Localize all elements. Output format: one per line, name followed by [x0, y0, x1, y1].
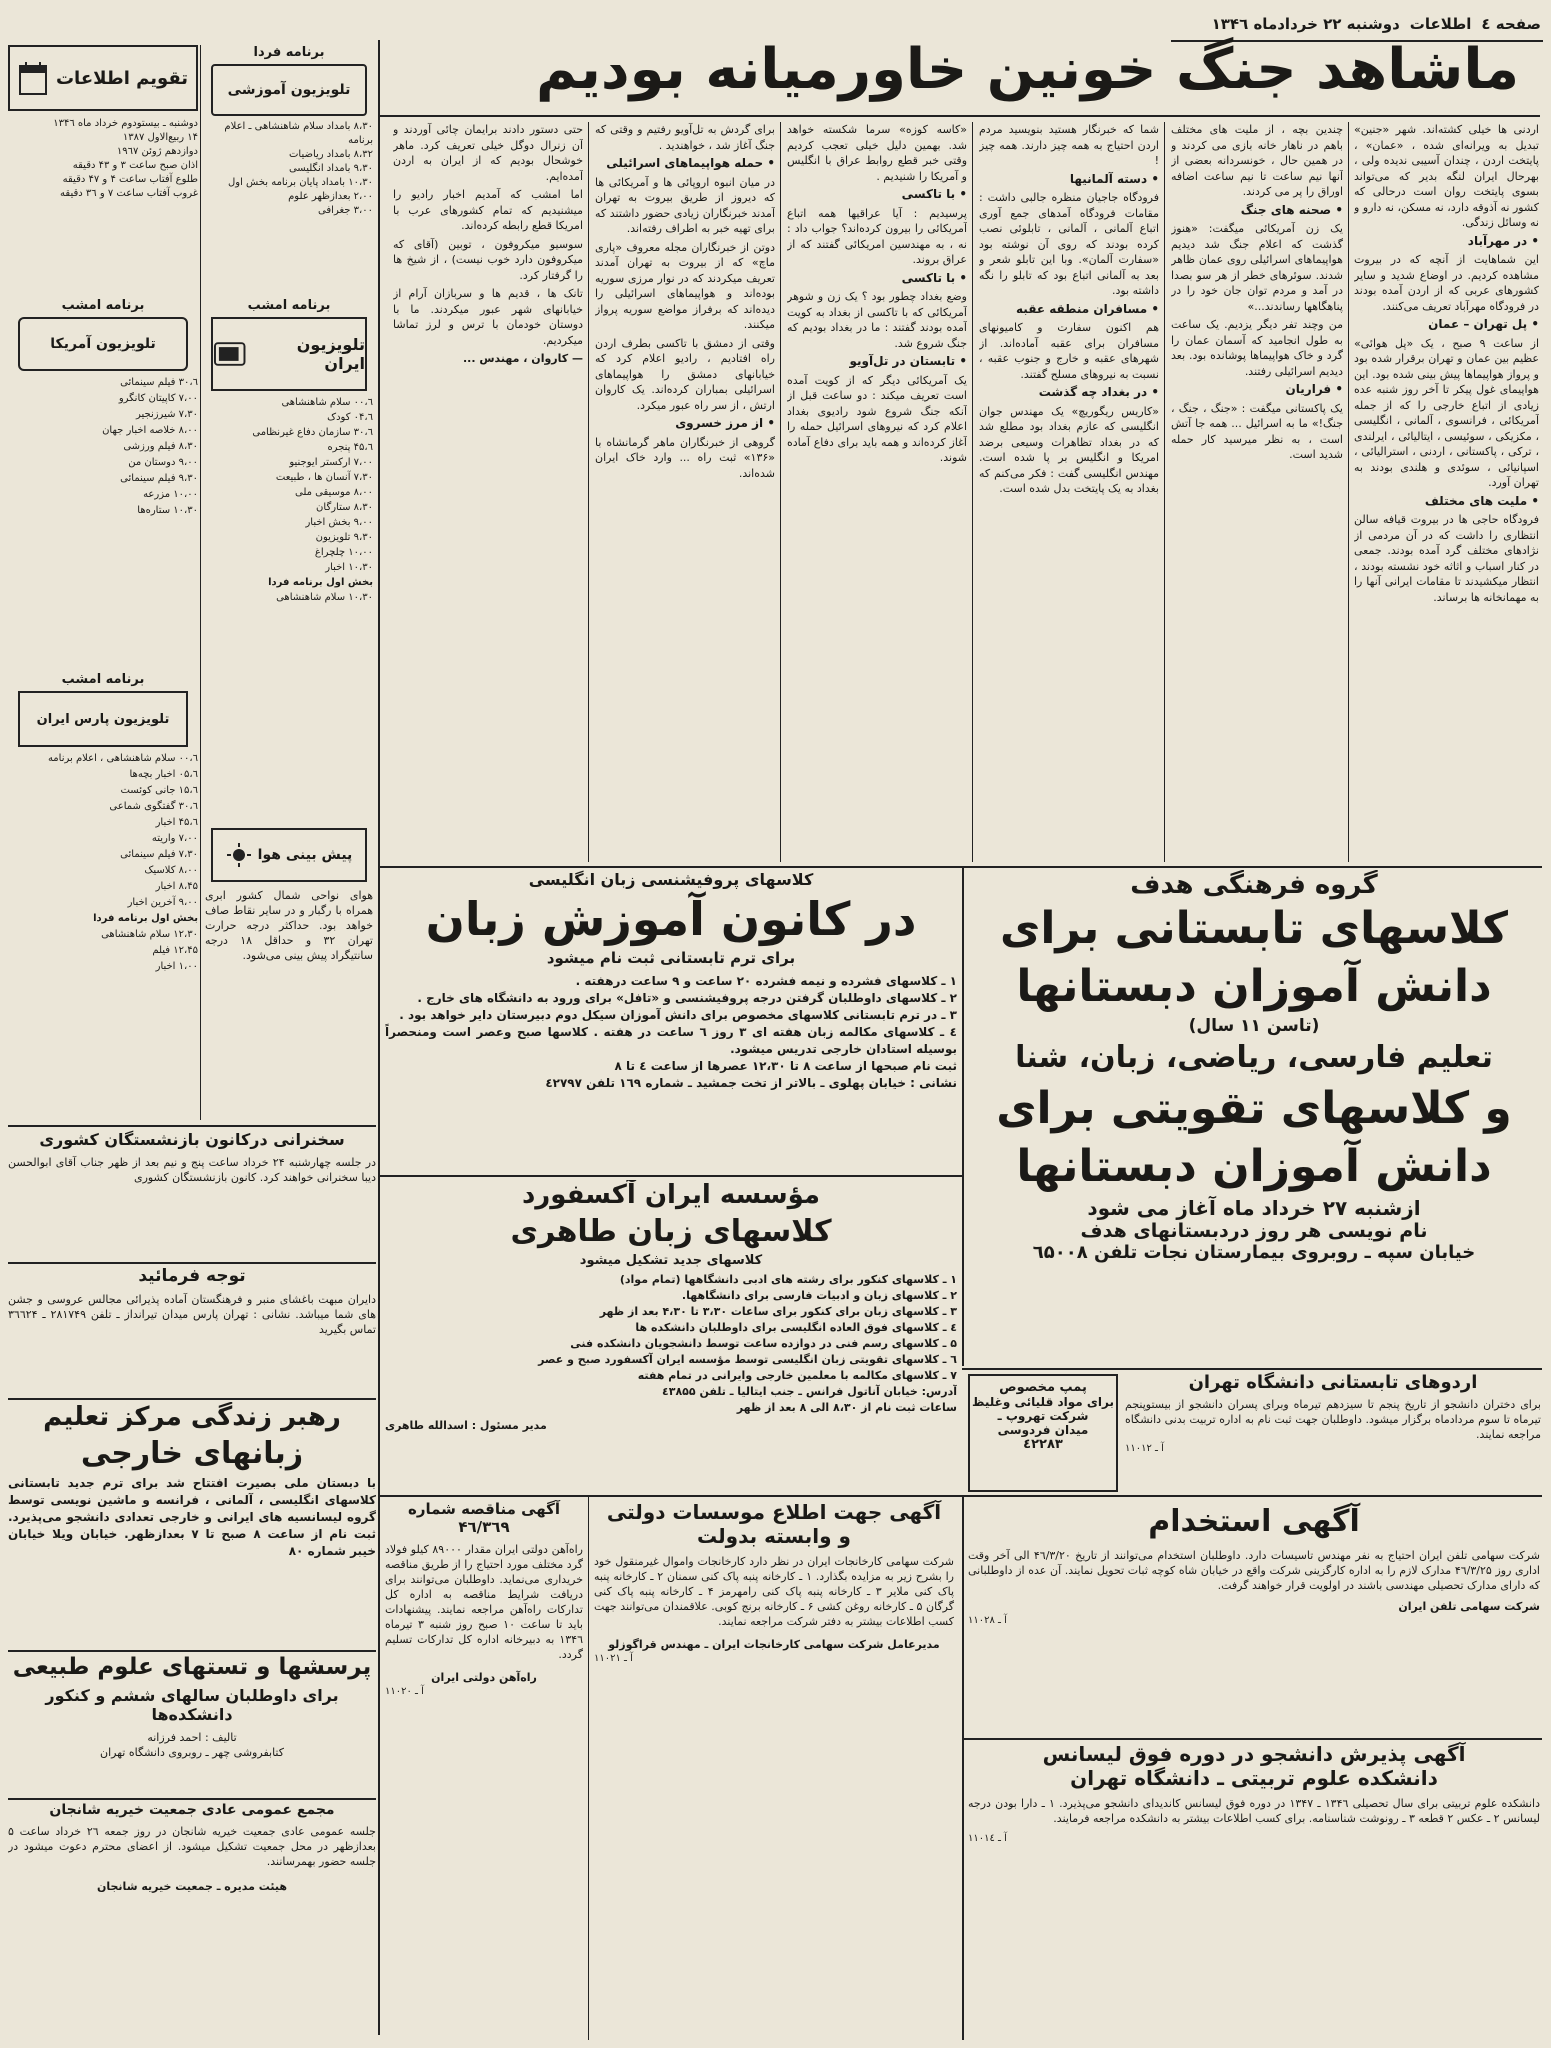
oxford-title2: کلاسهای زبان طاهری — [510, 1214, 832, 1249]
gov-notice-signer: مدیرعامل شرکت سهامی کارخانجات ایران ـ مهندس قراگوزلو — [608, 1638, 940, 1651]
pump-ad: پمپ مخصوص برای مواد قلیائی وغلیظ شرکت تهروپ ـ میدان فردوسی ٤۲۲۸۳ — [968, 1374, 1118, 1492]
kanoon-title: در کانون آموزش زبان — [425, 892, 917, 946]
masters-title2: دانشکده علوم تربیتی ـ دانشگاه تهران — [1070, 1766, 1438, 1790]
university-camp-code: آ ـ ۱۱۰۱۲ — [1125, 1443, 1164, 1454]
tv-persian-logo: تلویزیون پارس ایران — [18, 691, 188, 747]
hadaf-reg: نام نویسی هر روز دردبستانهای هدف — [1080, 1220, 1428, 1242]
tv-persian-title: برنامه امشب — [61, 672, 145, 687]
hadaf-title4: و کلاسهای تقویتی برای — [996, 1083, 1512, 1134]
tv-iran-list: ٦،۰۰ سلام شاهنشاهی ٦،۰۴ کودک ٦،۳۰ سازمان دفاع غیرنظامی ٦،۴۵ پنجره ۷،۰۰ ارکستر ایوجنیو ۷،۳۰ آنسان ها ، طبیعت ۸،۰۰ موسیقی ملی ۸،۳۰ ستارگان ۹،۰۰ بخش اخبار ۹،۳۰ تلویزیون ۱۰،۰۰ چلچراغ ۱۰،۳۰ اخبار بخش اول برنامه فردا ۱۰،۳۰ سلام شاهنشاهی — [252, 397, 373, 603]
charity-title: مجمع عمومی عادی جمعیت خیریه شانجان — [49, 1802, 335, 1818]
charity-text: جلسه عمومی عادی جمعیت خیریه شانجان در روز جمعه ۲٦ خرداد ساعت ۵ بعدازظهر در محل جمعیت تشکیل میشود. از اعضای محترم دعوت میشود در جلسه حضور بهمرسانند. — [8, 1825, 376, 1868]
university-camp-title: اردوهای تابستانی دانشگاه تهران — [1188, 1372, 1478, 1393]
tv-education-box — [205, 45, 373, 295]
language-center-title2: زبانهای خارجی — [80, 1436, 304, 1471]
language-center-text: با دبستان ملی بصیرت افتتاح شد برای ترم جدید تابستانی کلاسهای انگلیسی ، آلمانی ، فرانسه و ماشین نویسی توسط گروه لیسانسیه های ایرانی و خارجی تعدادی دانشجو می‌پذیرد. ثبت نام از ساعت ۸ صبح تا ۷ بعدازظهر. خیابان ویلا خیابان خیبر شماره ۸۰ — [8, 1476, 376, 1558]
university-camp-ad — [1125, 1372, 1541, 1492]
gov-notice-title2: و وابسته بدولت — [697, 1524, 851, 1548]
science-book-title: پرسشها و تستهای علوم طبیعی — [12, 1654, 372, 1680]
charity-signature: هیئت مدیره ـ جمعیت خیریه شانجان — [96, 1880, 288, 1893]
notice-title: توجه فرمائید — [138, 1266, 246, 1286]
newspaper-name: اطلاعات — [1409, 15, 1472, 33]
rail-tender-ad — [385, 1500, 583, 2040]
rail-tender-title: آگهی مناقصه شماره ۴٦/۳٦۹ — [407, 1500, 561, 1536]
employment-title: آگهی استخدام — [1148, 1504, 1360, 1539]
weather-logo: پیش بینی هوا — [211, 828, 367, 882]
oxford-sub: کلاسهای جدید تشکیل میشود — [579, 1253, 763, 1268]
calendar-icon — [18, 60, 48, 96]
oxford-lines: ۱ ـ کلاسهای کنکور برای رشته های ادبی دانشگاهها (تمام مواد) ۲ ـ کلاسهای زبان و ادبیات فارسی برای دانشگاهها. ۳ ـ کلاسهای زبان برای کنکور برای ساعات ۳،۳۰ تا ۴،۳۰ بعد از ظهر ٤ ـ کلاسهای فوق العاده انگلیسی برای داوطلبان دانشکده ها ۵ ـ کلاسهای رسم فنی در دوازده ساعت توسط دانشجویان دانشکده فنی ٦ ـ کلاسهای تقویتی زبان انگلیسی توسط مؤسسه ایران آکسفورد صبح و عصر ۷ ـ کلاسهای مکالمه با معلمین خارجی وایرانی در تمام هفته آدرس: خیابان آناتول فرانس ـ جنب ایتالیا ـ تلفن ٤۳۸۵۵ ساعات ثبت نام از ۸،۳۰ الی ۸ بعد از ظهر — [538, 1273, 957, 1414]
article-column-3: شما که خبرنگار هستید بنویسید مردم اردن احتیاج به همه چیز دارند. همه چیز ! • دسته آلمانیها فرودگاه جاجیان منظره جالبی داشت : مقامات فرودگاه آمدهای جمع آوری اتباع آلمانی ، آلمانی ، تابلوئی نصب کرده بودند که روی آن نوشته بود «سفارت آلمان». وبا این تابلو شعر و بعد به آلمانی اتباع بود که تابلو را نگه داشته بود. • مسافران منطقه عقبه هم اکنون سفارت و کامیونهای مسافران برای عقبه آماده‌اند. از شهرهای عقبه و خارج و جنوب عقبه ، نسبت به نیروهای مسلح گفتند. • در بغداد چه گذشت «کاریس ریگوریچ» یک مهندس جوان انگلیسی که عازم بغداد بود مطلع شد که در بغداد تظاهرات وسیعی برضد امریکا و انگلیس بر پا شده است. مهندس انگلیسی گفت : فکر می‌کنم که بغداد به یک پایتخت بدل شده است. — [979, 123, 1159, 495]
tv-icon — [213, 339, 246, 369]
article-column-6: حتی دستور دادند برایمان چائی آوردند و آن زنرال دوگل خیلی تعریف کرد. ماهر خوشحال بودیم که از ایران به اردن آمده‌ایم. اما امشب که آمدیم اخبار رادیو را میشنیدیم که تمام کشورهای عرب با امریکا قطع رابطه کرده‌اند. سوسیو میکروفون ، توبین (آقای که میکروفون دارد خوب نیست) ، از شیخ ها را گرفتار کرد. تانک ها ، قدیم ها و سربازان آرام از خیابانهای شهر عبور میکردند. ما با دوستان خودمان با ترس و لرز تماشا میکردیم. — کاروان ، مهندس ... — [393, 123, 583, 365]
speech-text: در جلسه چهارشنبه ۲۴ خرداد ساعت پنج و نیم بعد از ظهر جناب آقای ابوالحسن دیبا سخنرانی خواهند کرد. کانون بازنشستگان کشوری — [8, 1156, 376, 1184]
hadaf-title2: دانش آموزان دبستانها — [1016, 961, 1492, 1012]
gov-notice-code: آ ـ ۱۱۰۲۱ — [594, 1653, 633, 1664]
pump-title: پمپ مخصوص — [999, 1380, 1087, 1395]
tv-america-list: ٦،۳۰ فیلم سینمائی ۷،۰۰ کاپیتان کانگرو ۷،۳۰ شیرزنجیر ۸،۰۰ خلاصه اخبار جهان ۸،۳۰ فیلم ورزشی ۹،۰۰ دوستان من ۹،۳۰ فیلم سینمائی ۱۰،۰۰ مزرعه ۱۰،۳۰ ستاره‌ها — [102, 377, 198, 516]
headline: ماشاهد جنگ خونین خاورمیانه بودیم — [535, 37, 1520, 102]
speech-ad — [8, 1130, 376, 1260]
hadaf-age: (تاسن ۱۱ سال) — [1188, 1016, 1320, 1036]
kanoon-ad — [385, 870, 957, 1170]
science-book-ad — [8, 1654, 376, 1794]
gov-notice-text: شرکت سهامی کارخانجات ایران در نظر دارد کارخانجات واموال غیرمنقول خود را بشرح زیر به مزایده بگذارد. ۱ ـ کارخانه پنبه پاک کنی سمنان ۲ ـ کارخانه پنبه پاک کنی ملایر ۳ ـ کارخانه پنبه پاک کنی رامهرمز ۴ ـ کارخانه پنبه پاک کنی گرگان ۵ ـ کارخانه روغن کشی ۶ ـ کارخانه برنج کوبی. علاقمندان می‌توانند جهت کسب اطلاعات بیشتر به دفتر شرکت مراجعه نمایند. — [594, 1555, 954, 1628]
tv-iran-logo: تلویزیون ایران — [211, 317, 367, 391]
calendar-box — [8, 45, 198, 295]
employment-code: آ ـ ۱۱۰۲۸ — [968, 1615, 1007, 1626]
language-center-ad — [8, 1402, 376, 1647]
tv-iran-box — [205, 298, 373, 823]
employment-signer: شرکت سهامی تلفن ایران — [1398, 1600, 1540, 1613]
notice-ad — [8, 1266, 376, 1396]
article-column-4: «کاسه کوزه» سرما شکسته خواهد شد. بهمین دلیل خیلی تعجب کردیم وقتی خبر قطع روابط عراق با انگلیس و آمریکا را شنیدیم . • با تاکسی پرسیدیم : آیا عراقیها همه اتباع آمریکائی را بیرون کرده‌اند؟ جواب داد : نه ، به مهندسین امریکائی گفتند که از عراق بروند. • با تاکسی وضع بغداد چطور بود ؟ یک زن و شوهر آمریکائی که با تاکسی از بغداد به کویت آمده بودند گفتند : ما در بغداد بودیم که جنگ شروع شد. • تابستان در تل‌آویو یک آمریکائی دیگر که از کویت آمده است تعریف میکند : دو ساعت قبل از آنکه جنگ شروع شود رادیوی بغداد اعلام کرد که نیروهای اسرائیل حمله را آغاز کرده‌اند و همه باید برای دفاع آماده شوند. — [787, 123, 967, 464]
tv-america-title: برنامه امشب — [61, 298, 145, 313]
tv-iran-title: برنامه امشب — [247, 298, 331, 313]
calendar-logo — [8, 45, 198, 111]
issue-date: دوشنبه ۲۲ خردادماه ۱۳۴٦ — [1211, 15, 1400, 33]
weather-box — [205, 828, 373, 1118]
rail-tender-text: راه‌آهن دولتی ایران مقدار ۸۹۰۰۰ کیلو فولاد گرد مختلف مورد احتیاج را از طریق مناقصه خریداری می‌نماید. داوطلبان می‌توانند برای دریافت شرایط مناقصه به اداره کل تدارکات راه‌آهن مراجعه نمایند. پیشنهادات باید تا ساعت ۱۰ صبح روز شنبه ۳ تیرماه ۱۳۴٦ به دبیرخانه اداره کل تدارکات تسلیم گردد. — [385, 1543, 583, 1661]
oxford-title: مؤسسه ایران آکسفورد — [521, 1180, 821, 1210]
notice-text: دایران مبهت باغشای منبر و فرهنگستان آماده پذیرائی مجالس عروسی و جشن های شما میباشد. نشانی : تهران پارس میدان تیرانداز ـ تلفن ۲۸۱۷۴۹ ـ ۳٦٦۲۴ تماس بگیرید — [8, 1293, 376, 1336]
employment-text: شرکت سهامی تلفن ایران احتیاج به نفر مهندس تاسیسات دارد. داوطلبان استخدام می‌توانند از تاریخ ۴٦/۳/۲۰ الی آخر وقت اداری روز ۴٦/۳/۲۵ مدارک لازم را به اداره کارگزینی شرکت واقع در خیابان شاه کوچه ثبات تحویل نمایند. آن عده از داوطلبانی که دارای مدارک تحصیلی مهندسی باشند در اولویت قرار خواهند گرفت. — [968, 1549, 1540, 1592]
masters-code: آ ـ ۱۱۰۱٤ — [968, 1833, 1007, 1844]
calendar-title: تقویم اطلاعات — [55, 67, 189, 89]
hadaf-ad — [968, 870, 1540, 1365]
hadaf-start: ازشنبه ۲۷ خرداد ماه آغاز می شود — [1087, 1196, 1421, 1220]
rail-tender-signer: راه‌آهن دولتی ایران — [431, 1671, 537, 1684]
article-column-2: چندین بچه ، از ملیت های مختلف باهم در ناهار خانه بازی می کردند و در همین حال ، خونسردانه بعضی از آنها نیم ساعت تا نیم ساعت اضافه اوراق را پر می کردند. • صحنه های جنگ یک زن آمریکائی میگفت: «هنوز گذشت که اعلام جنگ شد دیدیم هواپیماهای اسرائیلی روی عمان ظاهر شدند. سوئرهای خطر از هر سو بصدا در آمد و مردم توان جان خود را در پناهگاهها رساندند...» من وچند تفر دیگر یزدیم. یک ساعت به طول انجامید که آسمان عمان را گرد و خاک هواپیماها پوشانده بود. بعد دیدیم اسرائیلی رفتند. • فراریان یک پاکستانی میگفت : «جنگ ، جنگ ، جنگ!» ما به اسرائیل ... همه جا آتش است ، به نظر میرسید کار حمله شدید است. — [1171, 123, 1343, 461]
tv-america-box — [8, 298, 198, 668]
hadaf-title3: تعلیم فارسی، ریاضی، زبان، شنا — [1015, 1040, 1493, 1075]
gov-notice-title1: آگهی جهت اطلاع موسسات دولتی — [606, 1500, 942, 1524]
science-book-author: تالیف : احمد فرزانه — [147, 1731, 237, 1744]
hadaf-address: خیابان سپه ـ روبروی بیمارستان نجات تلفن ٦۵۰۰۸ — [1032, 1242, 1476, 1263]
science-book-sub: برای داوطلبان سالهای ششم و کنکور دانشکده‌ها — [45, 1686, 339, 1724]
oxford-ad — [385, 1180, 957, 1492]
calendar-lines: دوشنبه ـ بیستودوم خرداد ماه ۱۳۴٦ ۱۴ ربیع‌الاول ۱۳۸۷ دوازدهم ژوئن ۱۹٦۷ اذان صبح ساعت ۳ و ۴۳ دقیقه طلوع آفتاب ساعت ۴ و ۴۷ دقیقه غروب آفتاب ساعت ۷ و ۳٦ دقیقه — [53, 118, 198, 199]
masters-ad — [968, 1742, 1540, 2040]
tv-america-logo: تلویزیون آمریکا — [18, 317, 188, 371]
hadaf-top: گروه فرهنگی هدف — [1130, 870, 1378, 900]
language-center-title1: رهبر زندگی مرکز تعلیم — [43, 1402, 341, 1432]
rail-tender-code: آ ـ ۱۱۰۲۰ — [385, 1686, 424, 1697]
weather-text: هوای نواحی شمال کشور ابری همراه با رگبار و در سایر نقاط صاف خواهد بود. حداکثر درجه حرارت تهران ۳۲ و حداقل ۱۸ درجه سانتیگراد پیش بینی می‌شود. — [205, 889, 373, 962]
tv-education-title: برنامه فردا — [253, 45, 325, 60]
article-column-5: برای گردش به تل‌آویو رفتیم و وقتی که جنگ آغاز شد ، خواهندید . • حمله هواپیماهای اسرائیلی در میان انبوه اروپائی ها و آمریکائی ها که دیروز از طریق بیروت به تهران آمدند خبرنگاران زیادی حضور داشتند که برای تهیه خبر به اطراف رفته‌اند. دوتن از خبرنگاران مجله معروف «پاری ماچ» که از بیروت به تهران آمدند تعریف میکردند که در نوار مرزی سوریه بوده‌اند و هواپیماهای اسرائیلی را دیده‌اند که برفراز مواضع سوریه پرواز میکنند. وقتی از دمشق با تاکسی بطرف اردن راه افتادیم ، رادیو اعلام کرد که خیابانهای دمشق را هواپیماهای اسرائیلی بمباران کرده‌اند. یک کاروان ارتش ، از سر راه عبور میکرد. • از مرز خسروی گروهی از خبرنگاران ماهر گرمانشاه با «۱۳۶» ثبت راه ... وارد خاک ایران شده‌اند. — [595, 123, 775, 480]
hadaf-title5: دانش آموزان دبستانها — [1016, 1141, 1492, 1192]
science-book-publisher: کتابفروشی چهر ـ روبروی دانشگاه تهران — [100, 1746, 284, 1759]
gov-notice-ad — [594, 1500, 954, 2040]
tv-education-logo: تلویزیون آموزشی — [211, 64, 367, 116]
masters-title1: آگهی پذیرش دانشجو در دوره فوق لیسانس — [1042, 1742, 1466, 1766]
tv-persian-list: ٦،۰۰ سلام شاهنشاهی ، اعلام برنامه ٦،۰۵ اخبار بچه‌ها ٦،۱۵ جانی کوئست ٦،۳۰ گفتگوی شماعی ٦،۴۵ اخبار ۷،۰۰ واریته ۷،۳۰ فیلم سینمائی ۸،۰۰ کلاسیک ۸،۴۵ اخبار ۹،۰۰ آخرین اخبار بخش اول برنامه فردا ۱۲،۳۰ سلام شاهنشاهی ۱۲،۴۵ فیلم ۱،۰۰ اخبار — [47, 753, 198, 972]
tv-education-list: ۸،۳۰ بامداد سلام شاهنشاهی ـ اعلام برنامه ۸،۳۲ بامداد ریاضیات ۹،۳۰ بامداد انگلیسی ۱۰،۳۰ بامداد پایان برنامه بخش اول ۲،۰۰ بعدازظهر علوم ۳،۰۰ جغرافی — [224, 121, 373, 216]
page-number: صفحه ٤ — [1481, 15, 1541, 33]
charity-ad — [8, 1802, 376, 2040]
hadaf-title1: کلاسهای تابستانی برای — [1000, 903, 1508, 954]
employment-ad — [968, 1500, 1540, 1735]
article-column-1: اردنی ها خیلی کشته‌اند. شهر «جنین» تبدیل به ویرانه‌ای شده ، «عمان» ، پایتخت اردن ، چندان آسیبی ندیده ولی ، بهرحال ایران لنگه بدیر که می‌تواند بسوی پایتخت روان است درحالی که کشور نه آذوقه دارد، نه مسکن، نه دارو و نه وسائل زندگی. • در مهرآباد این شماهایت از آنچه که در بیروت مشاهده کردیم. در اوضاع شدید و سایر کشورهای عربی که از اردن آمده بودند در فرودگاه مهرآباد تعریف می‌کنند. • پل تهران – عمان از ساعت ۹ صبح ، یک «پل هوائی» عظیم بین عمان و تهران برقرار شده بود و پرواز هواپیماها پیش بینی شده بود. این هواپیمای غول پیکر تا آخر روز شنبه عده زیادی از اتباع خارجی را که از جمله آمریکائی ، فرانسوی ، آلمانی ، انگلیسی ، مکزیکی ، سوئیسی ، ایتالیائی ، ایرلندی ، ترکی ، پاکستانی ، اردنی ، استرالیائی ، اسپانیائی ، سوئدی و هلندی بودند به تهران آورد. • ملیت های مختلف فرودگاه حاجی ها در بیروت قیافه سالن انتظاری را داشت که در آن مردمی از نژادهای مختلف گرد آمده بودند. جمعی در کنار اسباب و اثاثه خود نشسته بودند ، انتظار میکشیدند تا مقامات ایرانی آنها را به مهمانخانه ها برساند. — [1354, 123, 1539, 604]
tv-persian-box — [8, 672, 198, 1122]
kanoon-lines: ۱ ـ کلاسهای فشرده و نیمه فشرده ۲۰ ساعت و ۹ ساعت درهفته . ۲ ـ کلاسهای داوطلبان گرفتن درجه پروفیشنسی و «تافل» برای ورود به دانشگاه های خارج . ۳ ـ در ترم تابستانی کلاسهای مخصوص برای دانش آموزان سیکل دوم دبیرستان دایر خواهد بود . ٤ ـ کلاسهای مکالمه زبان هفته ای ۳ روز ٦ ساعت در هفته . کلاسها صبح وعصر است ومنحصراً بوسیله استادان خارجی تدریس میشود. ثبت نام صبحها از ساعت ۸ تا ۱۲،۳۰ عصرها از ساعت ٤ تا ۸ نشانی : خیابان پهلوی ـ بالاتر از تخت جمشید ـ شماره ۱٦۹ تلفن ٤۲۷۹۷ — [385, 974, 957, 1090]
kanoon-top: کلاسهای پروفیشنسی زبان انگلیسی — [528, 870, 814, 889]
oxford-director: مدیر مسئول : اسدالله طاهری — [385, 1419, 547, 1432]
kanoon-sub: برای ترم تابستانی ثبت نام میشود — [546, 949, 796, 967]
speech-title: سخنرانی درکانون بازنشستگان کشوری — [39, 1130, 345, 1149]
masters-text: دانشکده علوم تربیتی برای سال تحصیلی ۱۳۴٦ ـ ۱۳۴۷ در دوره فوق لیسانس کاندیدای دانشجو می‌پذیرد. ۱ ـ دارا بودن درجه لیسانس ۲ ـ عکس ۲ قطعه ۳ ـ رونوشت شناسنامه. برای کسب اطلاعات بیشتر به دانشکده مراجعه فرمایند. — [968, 1797, 1540, 1825]
university-camp-text: برای دختران دانشجو از تاریخ پنجم تا سیزدهم تیرماه وبرای پسران دانشجو از بیستوپنجم تیرماه تا سوم مردادماه برگزار میشود. داوطلبان جهت ثبت نام به اداره تربیت بدنی دانشگاه مراجعه نمایند. — [1125, 1398, 1541, 1441]
sun-icon — [226, 842, 252, 868]
